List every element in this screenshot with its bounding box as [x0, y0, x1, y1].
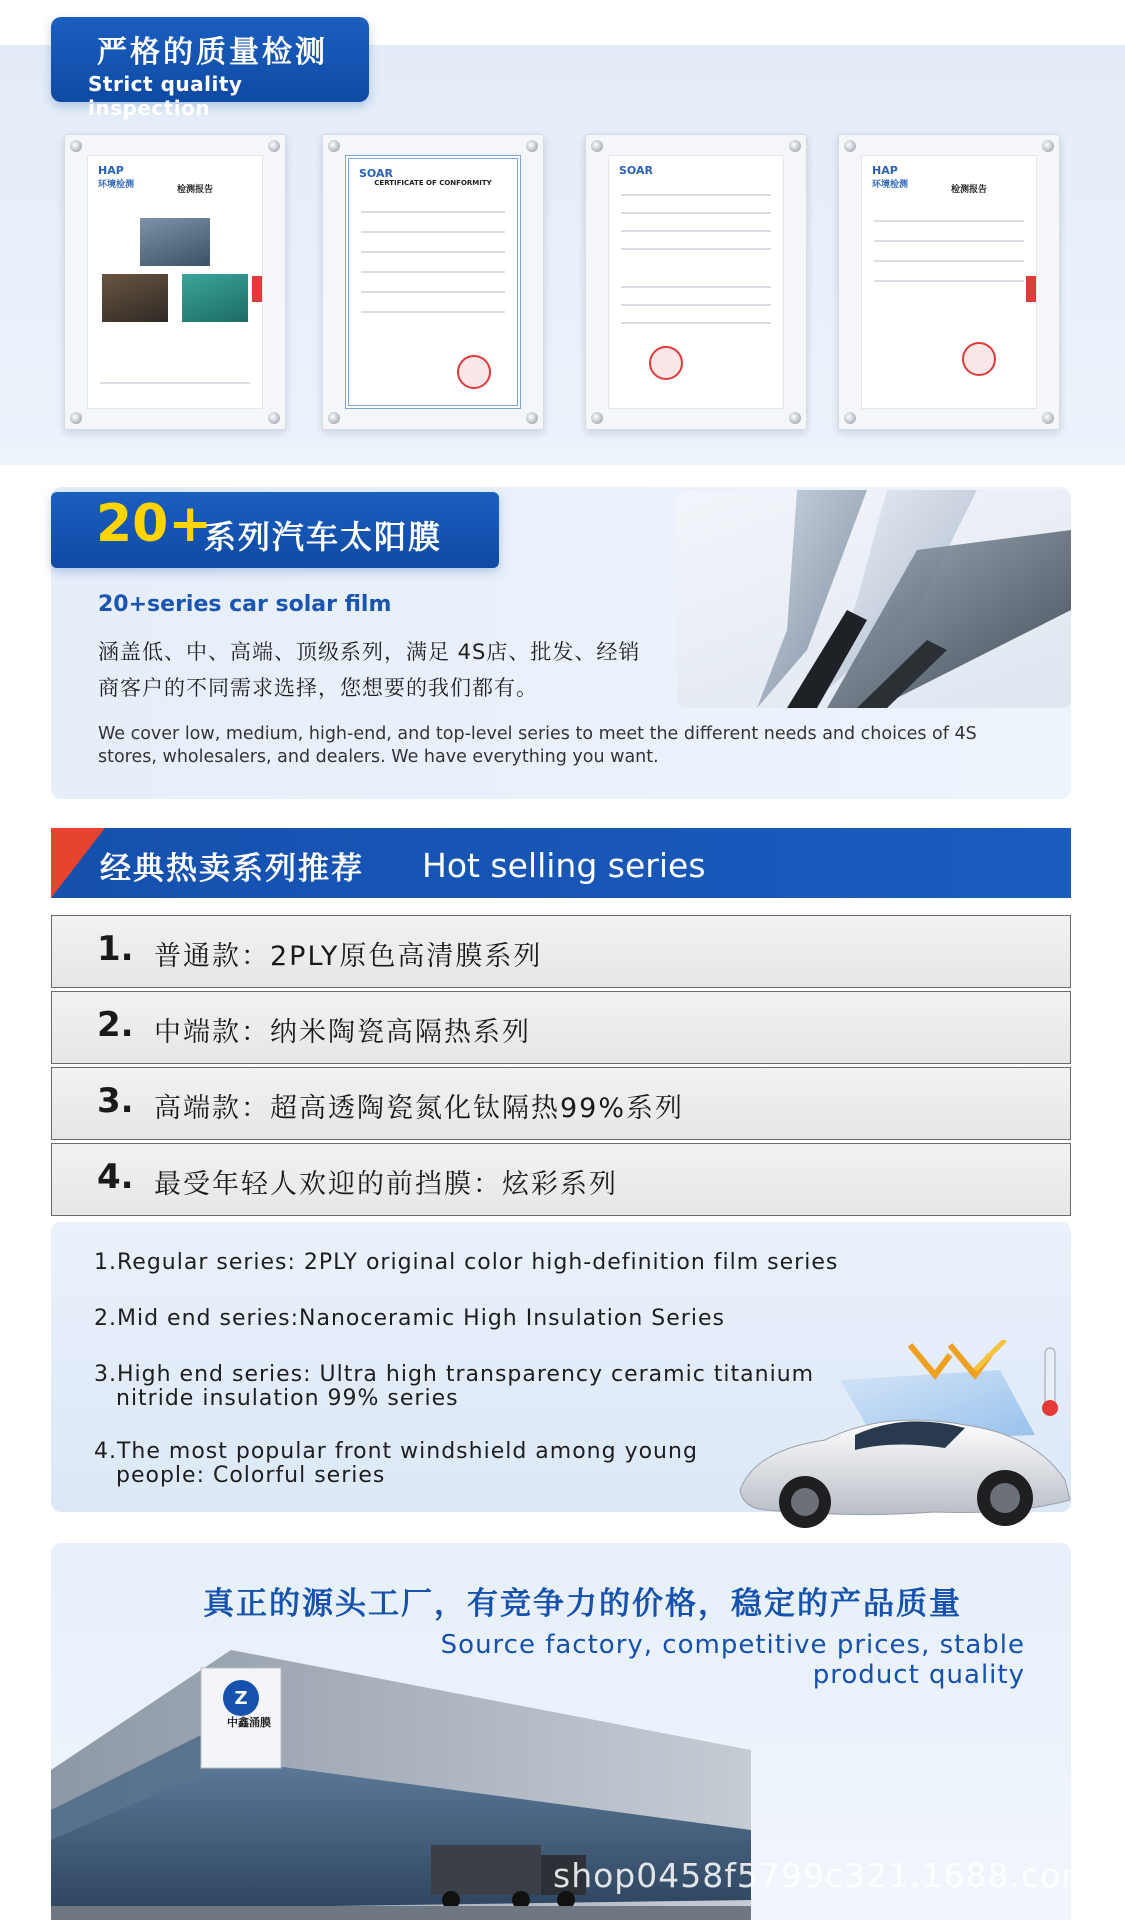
series-description-cn: 涵盖低、中、高端、顶级系列，满足 4S店、批发、经销商客户的不同需求选择，您想要的我们都有。 [98, 640, 641, 700]
divider [621, 322, 771, 324]
quality-title-cn: 严格的质量检测 [97, 35, 328, 70]
certificate-card-1[interactable] [64, 134, 286, 430]
series-item-en-1: 1.Regular series: 2PLY original color high-definition film series [94, 1250, 839, 1275]
pin-icon [328, 140, 340, 152]
series-badge [51, 492, 499, 568]
certificate-heading: CERTIFICATE OF CONFORMITY [374, 179, 492, 187]
divider [361, 291, 505, 293]
factory-title-cn: 真正的源头工厂，有竞争力的价格，稳定的产品质量 [203, 1586, 962, 1622]
divider [361, 271, 505, 273]
row-number: 4. [97, 1157, 134, 1197]
series-item-en-4: 4.The most popular front windshield among young people: Colorful series [94, 1439, 698, 1488]
row-number: 2. [97, 1005, 134, 1045]
pin-icon [844, 412, 856, 424]
pin-icon [526, 412, 538, 424]
pin-icon [789, 412, 801, 424]
shop-watermark: shop0458f5799c321.1688.com [553, 1856, 1095, 1895]
hap-logo: HAP 环境检测 [98, 164, 135, 190]
divider [874, 220, 1024, 222]
certificate-paper [861, 155, 1037, 409]
quality-title-en: Strict quality inspection [88, 72, 243, 120]
sample-photo [102, 274, 168, 322]
pin-icon [844, 140, 856, 152]
sample-photo [182, 274, 248, 322]
row-text: 高端款：超高透陶瓷氮化钛隔热99%系列 [154, 1093, 685, 1124]
certificate-paper [87, 155, 263, 409]
pin-icon [1042, 140, 1054, 152]
svg-text:Z: Z [234, 1688, 248, 1709]
soar-logo: SOAR [359, 167, 393, 180]
pin-icon [268, 412, 280, 424]
pin-icon [268, 140, 280, 152]
red-stamp-icon [649, 346, 683, 380]
divider [621, 212, 771, 214]
soar-logo: SOAR [619, 164, 653, 177]
pin-icon [1042, 412, 1054, 424]
series-subtitle-en: 20+series car solar film [98, 592, 392, 617]
divider [621, 248, 771, 250]
divider [361, 211, 505, 213]
red-stamp-icon [962, 342, 996, 376]
series-badge-text: 系列汽车太阳膜 [204, 518, 443, 556]
factory-title-en: Source factory, competitive prices, stable product quality [440, 1630, 1025, 1690]
pin-icon [70, 140, 82, 152]
pin-icon [70, 412, 82, 424]
certificate-heading: 检测报告 [176, 185, 213, 195]
divider [874, 280, 1024, 282]
series-count: 20+ [96, 494, 212, 554]
divider [621, 286, 771, 288]
divider [621, 194, 771, 196]
divider [361, 251, 505, 253]
film-rolls-image [677, 490, 1071, 708]
row-text: 最受年轻人欢迎的前挡膜：炫彩系列 [154, 1169, 618, 1200]
divider [361, 231, 505, 233]
certificate-card-4[interactable] [838, 134, 1060, 430]
red-stamp-icon [457, 355, 491, 389]
pin-icon [789, 140, 801, 152]
row-number: 3. [97, 1081, 134, 1121]
hot-selling-row-4[interactable] [51, 1143, 1071, 1216]
hap-logo: HAP 环境检测 [872, 164, 909, 190]
divider [874, 260, 1024, 262]
divider [361, 311, 505, 313]
hot-selling-title-en: Hot selling series [422, 846, 706, 885]
sports-car-image [735, 1340, 1075, 1530]
row-number: 1. [97, 929, 134, 969]
quality-title-badge [51, 17, 369, 120]
certificate-heading: 检测报告 [950, 185, 987, 195]
divider [621, 230, 771, 232]
divider [874, 240, 1024, 242]
divider [100, 382, 250, 384]
hot-selling-row-2[interactable] [51, 991, 1071, 1064]
sample-photo [140, 218, 210, 266]
certificate-paper [345, 155, 521, 409]
hot-selling-title-cn: 经典热卖系列推荐 [100, 851, 364, 887]
seal-ribbon [1026, 276, 1037, 302]
series-description-en: We cover low, medium, high-end, and top-level series to meet the different needs and choices of 4S stores, wholesalers, and dealers. We have everything you want. [98, 724, 977, 767]
pin-icon [328, 412, 340, 424]
divider [621, 304, 771, 306]
certificate-card-2[interactable] [322, 134, 544, 430]
series-item-en-2: 2.Mid end series:Nanoceramic High Insulation Series [94, 1306, 725, 1331]
seal-ribbon [252, 276, 263, 302]
pin-icon [591, 412, 603, 424]
hot-selling-row-1[interactable] [51, 915, 1071, 988]
hot-selling-row-3[interactable] [51, 1067, 1071, 1140]
row-text: 普通款：2PLY原色高清膜系列 [154, 941, 543, 972]
pin-icon [526, 140, 538, 152]
pin-icon [591, 140, 603, 152]
certificate-paper [608, 155, 784, 409]
series-item-en-3: 3.High end series: Ultra high transparency ceramic titanium nitride insulation 99% series [94, 1362, 815, 1411]
factory-sign-text: 中鑫涌膜 [227, 1716, 271, 1729]
certificate-card-3[interactable] [585, 134, 807, 430]
row-text: 中端款：纳米陶瓷高隔热系列 [154, 1017, 531, 1048]
